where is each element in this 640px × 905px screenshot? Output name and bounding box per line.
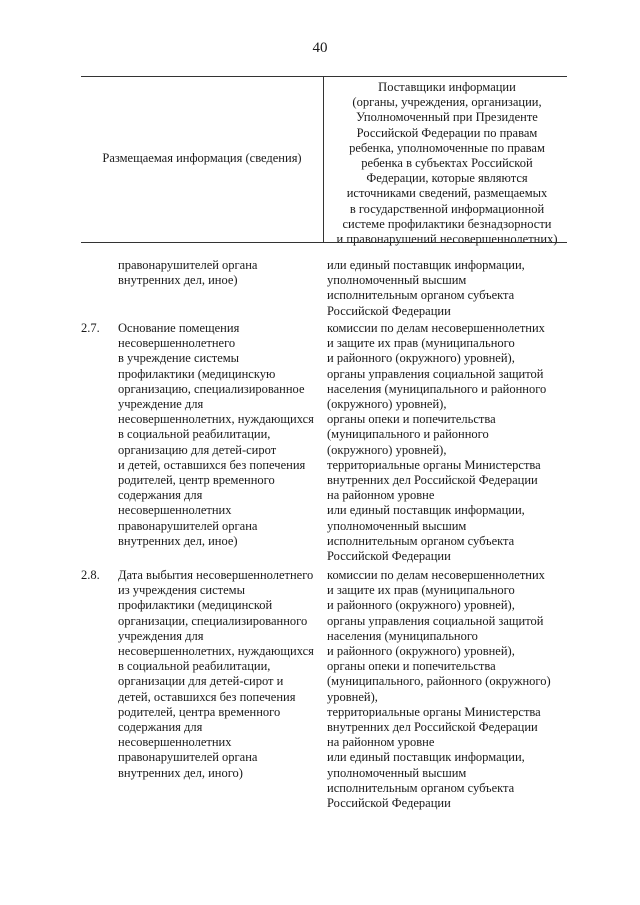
row-info: Дата выбытия несовершеннолетнего из учреждения системы профилактики (медицинской организации, специализированного учреждения для несовершеннолетних, нуждающихся в социальной реабилитации, организации для детей-сирот и детей, оставшихся без попечения родителей, центра временного содержания для несовершеннолетних правонарушителей органа внутренних дел, иного)	[118, 568, 314, 780]
header-providers-column: Поставщики информации (органы, учреждения, организации, Уполномоченный при Президенте Российской Федерации по правам ребенка, уполномоченные по правам ребенка в субъектах Российской Федерации, которые являются источниками сведений, размещаемых в государственной информационной системе профилактики безнадзорности и правонарушений несовершеннолетних)	[336, 80, 558, 247]
table-header-rule	[81, 242, 567, 243]
row-providers: комиссии по делам несовершеннолетних и защите их прав (муниципального и районного (окружного) уровней), органы управления социальной защитой населения (муниципального и районного (окружного) уровней), органы опеки и попечительства (муниципального, районного (окружного) уровней), территориальные органы Министерства внутренних дел Российской Федерации на районном уровне или единый поставщик информации, уполномоченный высшим исполнительным органом субъекта Российской Федерации	[327, 568, 551, 811]
row-info: правонарушителей органа внутренних дел, иное)	[118, 258, 258, 288]
table-top-rule	[81, 76, 567, 77]
row-providers: комиссии по делам несовершеннолетних и защите их прав (муниципального и районного (окружного) уровней), органы управления социальной защитой населения (муниципального и районного (окружного) уровней), органы опеки и попечительства (муниципального и районного (окружного) уровней), территориальные органы Министерства внутренних дел Российской Федерации на районном уровне или единый поставщик информации, уполномоченный высшим исполнительным органом субъекта Российской Федерации	[327, 321, 547, 564]
page-number: 40	[312, 40, 328, 56]
header-column-divider	[323, 76, 324, 242]
row-number: 2.8.	[81, 568, 100, 582]
row-info: Основание помещения несовершеннолетнего в учреждение системы профилактики (медицинскую организацию, специализированное учреждение для несовершеннолетних, нуждающихся в социальной реабилитации, организацию для детей-сирот и детей, оставшихся без попечения родителей, центр временного содержания для несовершеннолетних правонарушителей органа внутренних дел, иное)	[118, 321, 314, 548]
row-providers: или единый поставщик информации, уполномоченный высшим исполнительным органом субъекта Российской Федерации	[327, 258, 525, 318]
row-number: 2.7.	[81, 321, 100, 335]
header-info-column: Размещаемая информация (сведения)	[102, 151, 302, 165]
